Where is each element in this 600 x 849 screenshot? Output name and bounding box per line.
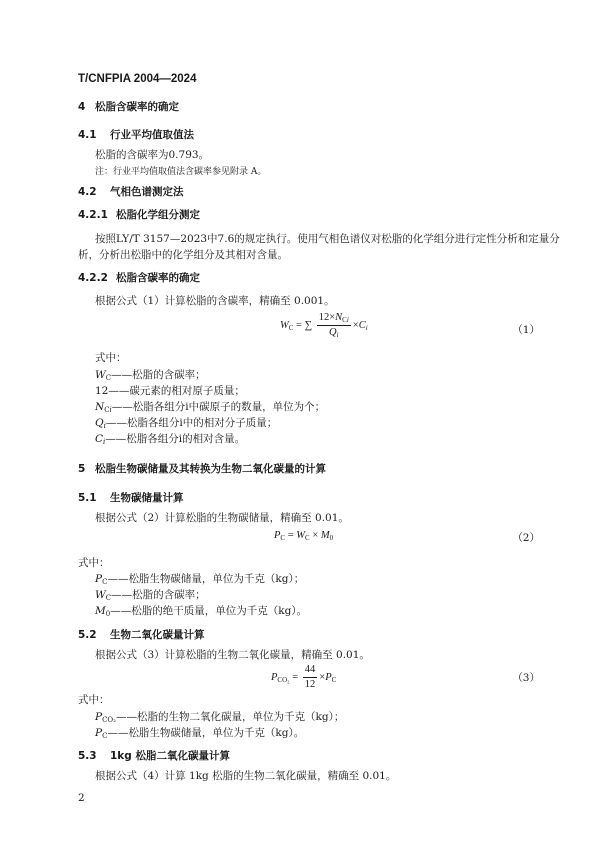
section-number: 5.2 [78, 629, 97, 641]
definition-text: ——碳元素的相对原子质量； [108, 385, 245, 397]
definition-item: $N_{Ci}——$松脂各组分i中碳原子的数量，单位为个； [95, 401, 326, 414]
definition-text: ——松脂的绝干质量，单位为千克（kg）。 [110, 605, 308, 617]
section-number: 5.1 [78, 492, 97, 504]
paragraph: 根据公式（2）计算松脂的生物碳储量，精确至 0.01。 [95, 512, 349, 524]
section-title: 生物二氧化碳量计算 [110, 629, 205, 641]
definition-text: ——松脂生物碳储量，单位为千克（kg）； [107, 573, 305, 585]
formula-1: $W_C$ = ∑ $\frac{12\times N_{Ci}}{Q_i}$ $\times C_i$ [280, 312, 368, 339]
definition-item: $P_C——$松脂生物碳储量，单位为千克（kg）。 [95, 727, 305, 740]
definition-text: ——松脂的含碳率； [111, 369, 206, 381]
section-number: 4 [78, 101, 86, 113]
definition-symbol: 12 [95, 385, 109, 397]
section-5-2-heading [78, 627, 205, 642]
page-number: 2 [78, 792, 85, 804]
section-number: 4.1 [78, 129, 97, 141]
definition-item: $W_C——$松脂的含碳率； [95, 369, 206, 382]
section-title: 生物碳储量计算 [110, 492, 184, 504]
section-number: 4.2.1 [78, 209, 108, 221]
definition-item: $P_C——$松脂生物碳储量，单位为千克（kg）； [95, 573, 305, 586]
section-4-2-1-heading [78, 207, 200, 222]
section-number: 5.3 [78, 750, 97, 762]
section-number: 4.2.2 [78, 272, 108, 284]
definition-item: $Q_i——$松脂各组分i中的相对分子质量； [95, 417, 278, 430]
paragraph-line: 按照LY/T 3157—2023中7.6的规定执行。使用气相色谱仪对松脂的化学组分进行定性分析和定量分 [95, 233, 560, 245]
definition-item: $M_0——$松脂的绝干质量，单位为千克（kg）。 [95, 605, 308, 618]
section-5-1-heading [78, 490, 184, 505]
section-title: 气相色谱测定法 [110, 186, 184, 198]
section-title: 松脂含碳率的确定 [116, 272, 200, 284]
equation-number: （1） [512, 324, 540, 336]
section-4-heading [78, 99, 179, 114]
equation-number: （3） [512, 672, 540, 684]
section-number: 4.2 [78, 186, 97, 198]
section-title: 1kg 松脂二氧化碳量计算 [110, 750, 230, 762]
section-number: 5 [78, 463, 86, 475]
definition-text: ——松脂生物碳储量，单位为千克（kg）。 [107, 727, 305, 739]
section-5-heading [78, 461, 326, 476]
where-label: 式中： [78, 557, 110, 569]
where-label: 式中： [95, 352, 127, 364]
section-title: 松脂含碳率的确定 [95, 101, 179, 113]
formula-2: $P_C = W_C \times M_0$ [274, 530, 334, 542]
definition-item: $C_i——$松脂各组分i的相对含量。 [95, 433, 246, 446]
fraction: $\frac{12\times N_{Ci}}{Q_i}$ [318, 312, 349, 339]
paragraph: 松脂的含碳率为0.793。 [95, 149, 210, 161]
definition-text: ——松脂各组分i中的相对分子质量； [105, 417, 278, 429]
where-label: 式中： [78, 694, 110, 706]
section-5-3-heading [78, 748, 230, 763]
paragraph: 根据公式（1）计算松脂的含碳率，精确至 0.001。 [95, 295, 335, 307]
section-4-1-heading [78, 127, 194, 142]
definition-text: ——松脂的生物二氧化碳量，单位为千克（kg）； [115, 711, 345, 723]
section-title: 松脂生物碳储量及其转换为生物二氧化碳量的计算 [95, 463, 326, 475]
definition-item: $P_{CO_2}——$松脂的生物二氧化碳量，单位为千克（kg）； [95, 711, 345, 724]
section-title: 松脂化学组分测定 [116, 209, 200, 221]
section-title: 行业平均值取值法 [110, 129, 194, 141]
section-4-2-2-heading [78, 270, 200, 285]
paragraph-line: 析，分析出松脂中的化学组分及其相对含量。 [78, 249, 288, 261]
definition-text: ——松脂的含碳率； [111, 589, 206, 601]
document-code-header: T/CNFPIA 2004—2024 [78, 73, 197, 85]
fraction: $\frac{44}{12}$ [304, 664, 316, 690]
definition-text: ——松脂各组分i的相对含量。 [105, 433, 246, 445]
definition-text: ——松脂各组分i中碳原子的数量，单位为个； [111, 401, 326, 413]
definition-item: $W_C——$松脂的含碳率； [95, 589, 206, 602]
equation-number: （2） [512, 532, 540, 544]
section-4-2-heading [78, 184, 184, 199]
note: 注：行业平均值取值法含碳率参见附录 A。 [95, 167, 267, 177]
formula-3: $P_{CO_2}$ = $\frac{44}{12}$ $\times P_C$ [271, 664, 337, 690]
definition-item [95, 383, 245, 398]
paragraph: 根据公式（3）计算松脂的生物二氧化碳量，精确至 0.01。 [95, 649, 370, 661]
paragraph: 根据公式（4）计算 1kg 松脂的生物二氧化碳量，精确至 0.01。 [95, 770, 397, 782]
